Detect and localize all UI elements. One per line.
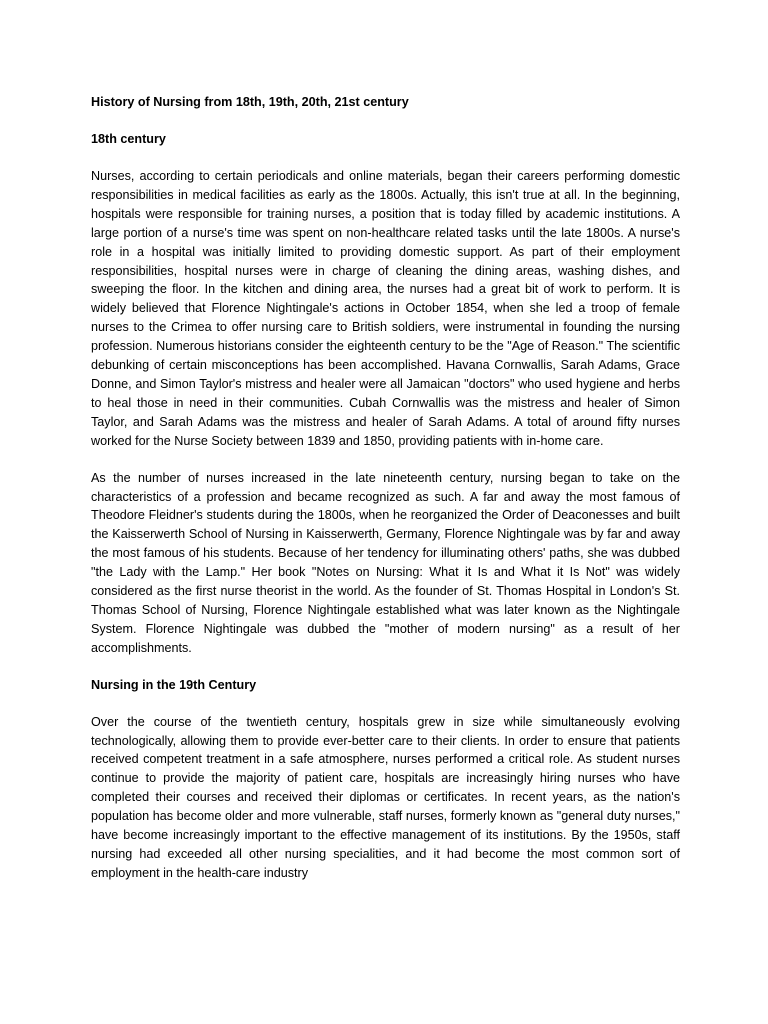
document-title: History of Nursing from 18th, 19th, 20th, 21st century bbox=[91, 95, 409, 109]
section-heading-18th-century: 18th century bbox=[91, 132, 166, 146]
paragraph: As the number of nurses increased in the late nineteenth century, nursing began to take on the characteristics of a profession and became recognized as such. A far and away the most famous of Theodore Fleidner's students during the 1800s, when he reorganized the Order of Deaconesses and built the Kaisserwerth School of Nursing in Kaisserwerth, Germany, Florence Nightingale was by far and away the most famous of his students. Because of her tendency for illuminating others' paths, she was dubbed "the Lady with the Lamp." Her book "Notes on Nursing: What it Is and What it Is Not" was widely considered as the first nurse theorist in the world. As the founder of St. Thomas Hospital in London's St. Thomas School of Nursing, Florence Nightingale established what was later known as the Nightingale System. Florence Nightingale was dubbed the "mother of modern nursing" as a result of her accomplishments. bbox=[91, 470, 680, 655]
document-page bbox=[91, 93, 680, 901]
section-heading-19th-century: Nursing in the 19th Century bbox=[91, 677, 257, 692]
paragraph: Over the course of the twentieth century, hospitals grew in size while simultaneously evolving technologically, allowing them to provide ever-better care to their clients. In order to ensure that patients received competent treatment in a safe atmosphere, nurses performed a critical role. As student nurses continue to provide the majority of patient care, hospitals are increasingly hiring nurses who have completed their courses and received their diplomas or certificates. In recent years, as the nation's population has become older and more vulnerable, staff nurses, formerly known as "general duty nurses," have become increasingly important to the effective management of its institutions. By the 1950s, staff nursing had exceeded all other nursing specialities, and it had become the most common sort of employment in the health-care industry bbox=[91, 714, 680, 880]
paragraph: Nurses, according to certain periodicals and online materials, began their careers performing domestic responsibilities in medical facilities as early as the 1800s. Actually, this isn't true at all. In the beginning, hospitals were responsible for training nurses, a position that is today filled by academic institutions. A large portion of a nurse's time was spent on non-healthcare related tasks until the late 1800s. A nurse's role in a hospital was initially limited to providing domestic support. As part of their employment responsibilities, hospital nurses were in charge of cleaning the dining areas, washing dishes, and sweeping the floor. In the kitchen and dining area, the nurses had a great bit of work to perform. It is widely believed that Florence Nightingale's actions in October 1854, when she led a troop of female nurses to the Crimea to offer nursing care to British soldiers, were instrumental in founding the nursing profession. Numerous historians consider the eighteenth century to be the "Age of Reason." The scientific debunking of certain misconceptions has been accomplished. Havana Cornwallis, Sarah Adams, Grace Donne, and Simon Taylor's mistress and healer were all Jamaican "doctors" who used hygiene and herbs to heal those in need in their communities. Cubah Cornwallis was the mistress and healer of Simon Taylor, and Sarah Adams was the mistress and healer of Sarah Adams. A total of around fifty nurses worked for the Nurse Society between 1839 and 1850, providing patients with in-home care. bbox=[91, 169, 680, 448]
